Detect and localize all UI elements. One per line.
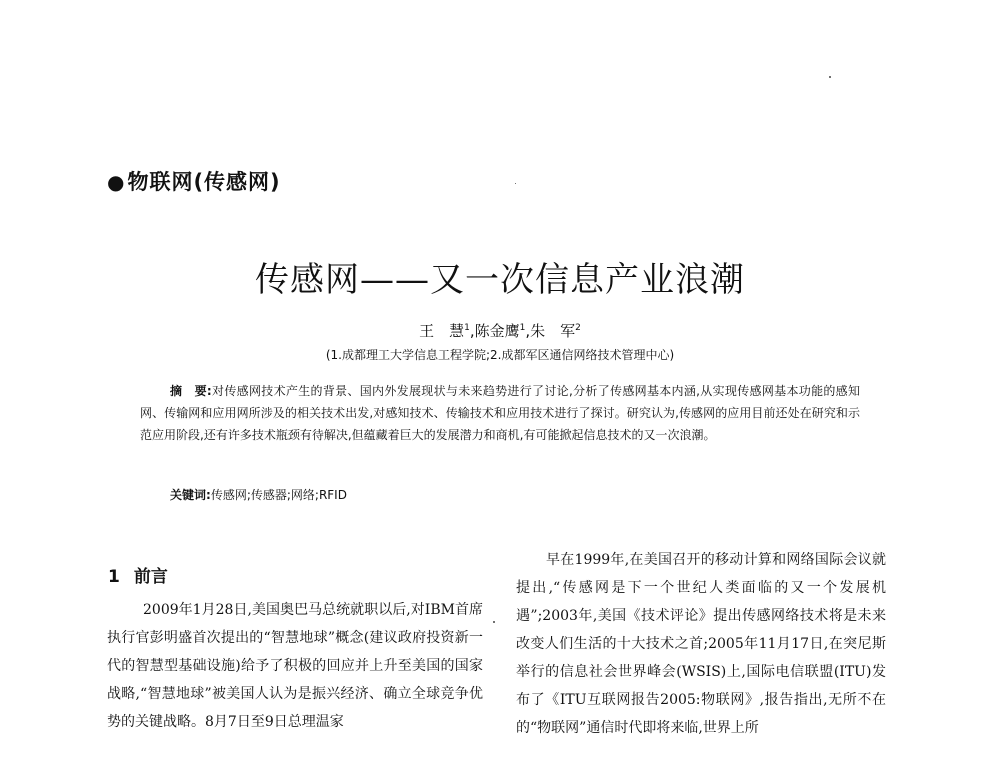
abstract-label: 摘 要: [170, 384, 212, 398]
author-affiliation-mark: 1 [464, 323, 470, 333]
author-name: 王 慧 [419, 322, 465, 340]
author-affiliation-mark: 1 [519, 323, 526, 333]
authors-line: 王 慧$^1$,陈金鹰$^1$,朱 军$^2$ [419, 322, 581, 340]
scan-speck [829, 76, 831, 78]
body-text-right-column: 早在1999年,在美国召开的移动计算和网络国际会议就提出,“传感网是下一个世纪人类面临的又一个发展机遇”;2003年,美国《技术评论》提出传感网络技术将是未来改变人们生活的十大技术之首;2005年11月17日,在突尼斯举行的信息社会世界峰会(WSIS)上,国际电信联盟(ITU)发布了《ITU互联网报告2005:物联网》,报告指出,无所不在的“物联网”通信时代即将来临,世界上所 [516, 552, 886, 736]
bullet-icon: ● [107, 170, 126, 194]
abstract [140, 380, 860, 446]
section-heading [108, 562, 168, 587]
section-title: 前言 [133, 567, 168, 587]
scan-speck [515, 183, 516, 184]
keywords [170, 486, 347, 503]
keywords-text: 传感网;传感器;网络;RFID [210, 488, 347, 502]
section-header [107, 166, 281, 196]
author-name: 陈金鹰 [474, 322, 520, 340]
body-text-left-column: 2009年1月28日,美国奥巴马总统就职以后,对IBM首席执行官彭明盛首次提出的“智慧地球”概念(建议政府投资新一代的智慧型基础设施)给予了积极的回应并上升至美国的国家战略,“智慧地球”被美国人认为是振兴经济、确立全球竞争优势的关键战略。8月7日至9日总理温家 [107, 602, 483, 730]
section-number: 1 [108, 567, 120, 587]
scan-speck [493, 621, 495, 623]
affiliation: (1.成都理工大学信息工程学院;2.成都军区通信网络技术管理中心) [325, 348, 675, 362]
author-name: 朱 军 [530, 322, 576, 340]
abstract-text: 对传感网技术产生的背景、国内外发展现状与未来趋势进行了讨论,分析了传感网基本内涵,从实现传感网基本功能的感知网、传输网和应用网所涉及的相关技术出发,对感知技术、传输技术和应用技术进行了探讨。研究认为,传感网的应用目前还处在研究和示范应用阶段,还有许多技术瓶颈有待解决,但蕴藏着巨大的发展潜力和商机,有可能掀起信息技术的又一次浪潮。 [140, 384, 860, 442]
author-affiliation-mark: 2 [575, 323, 581, 333]
keywords-label: 关键词: [170, 488, 211, 502]
section-label: 物联网(传感网) [127, 170, 281, 194]
paper-title: 传感网——又一次信息产业浪潮 [255, 260, 745, 300]
